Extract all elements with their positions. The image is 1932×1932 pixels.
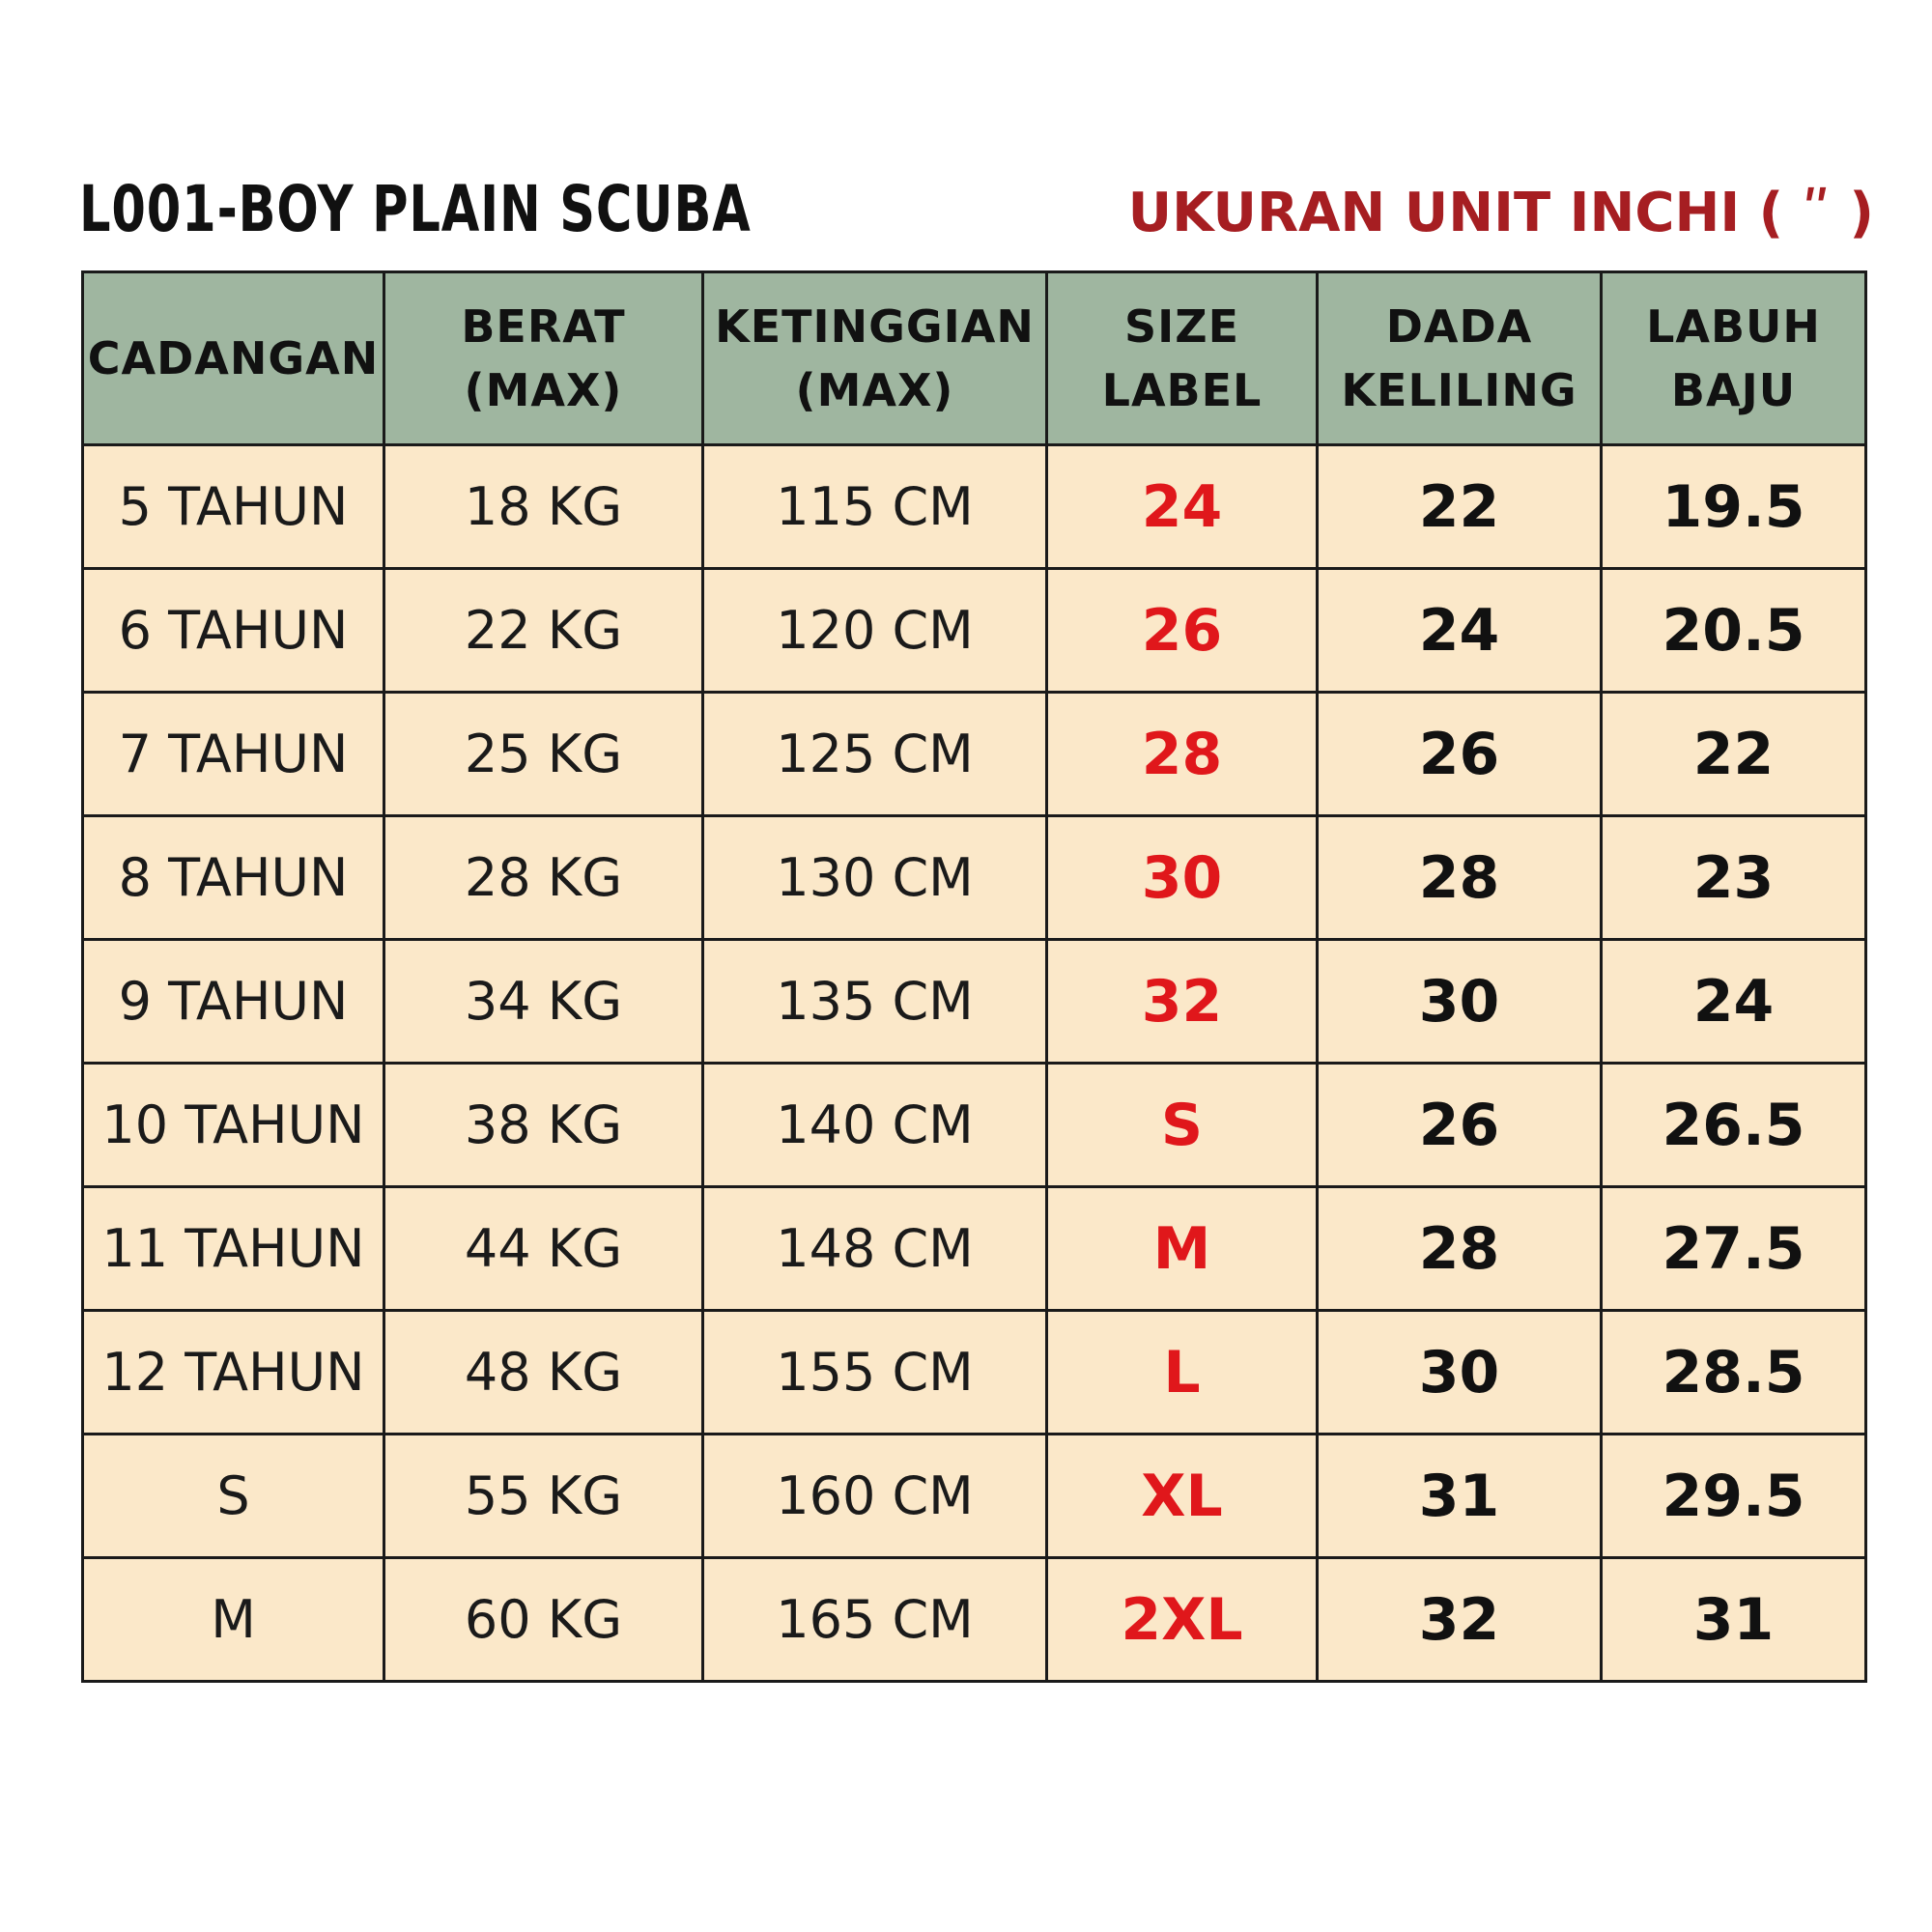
cell-labuh: 28.5 [1602, 1311, 1866, 1435]
table-row [83, 1064, 1866, 1187]
cell-berat: 18 KG [384, 445, 703, 569]
cell-size-label: L [1047, 1311, 1318, 1435]
cell-size-label: 2XL [1047, 1558, 1318, 1682]
cell-berat: 28 KG [384, 816, 703, 940]
cell-berat: 48 KG [384, 1311, 703, 1435]
cell-dada: 30 [1318, 940, 1602, 1064]
cell-ketinggian: 130 CM [703, 816, 1047, 940]
header-berat [384, 272, 703, 445]
size-chart-header [83, 272, 1866, 445]
cell-size-label: 32 [1047, 940, 1318, 1064]
header-row [83, 272, 1866, 445]
product-title: L001-BOY PLAIN SCUBA [79, 172, 752, 246]
cell-dada: 31 [1318, 1435, 1602, 1558]
cell-size-label: XL [1047, 1435, 1318, 1558]
table-row [83, 1435, 1866, 1558]
cell-berat: 25 KG [384, 693, 703, 816]
header-size-label [1047, 272, 1318, 445]
table-row [83, 1311, 1866, 1435]
cell-dada: 26 [1318, 693, 1602, 816]
cell-cadangan: M [83, 1558, 384, 1682]
cell-ketinggian: 135 CM [703, 940, 1047, 1064]
cell-ketinggian: 115 CM [703, 445, 1047, 569]
header-cadangan [83, 272, 384, 445]
cell-cadangan: 8 TAHUN [83, 816, 384, 940]
cell-size-label: 28 [1047, 693, 1318, 816]
cell-cadangan: 9 TAHUN [83, 940, 384, 1064]
cell-labuh: 23 [1602, 816, 1866, 940]
cell-cadangan: 7 TAHUN [83, 693, 384, 816]
cell-size-label: S [1047, 1064, 1318, 1187]
table-row [83, 1558, 1866, 1682]
unit-note: UKURAN UNIT INCHI ( ʺ ) [1127, 182, 1874, 244]
cell-labuh: 26.5 [1602, 1064, 1866, 1187]
cell-ketinggian: 148 CM [703, 1187, 1047, 1311]
header-labuh-line2: BAJU [1670, 364, 1797, 416]
header-ketinggian-line2: (MAX) [795, 364, 954, 416]
cell-berat: 38 KG [384, 1064, 703, 1187]
cell-dada: 32 [1318, 1558, 1602, 1682]
cell-dada: 22 [1318, 445, 1602, 569]
size-chart-body [83, 445, 1866, 1682]
cell-cadangan: 6 TAHUN [83, 569, 384, 693]
cell-labuh: 27.5 [1602, 1187, 1866, 1311]
cell-cadangan: 10 TAHUN [83, 1064, 384, 1187]
cell-cadangan: 11 TAHUN [83, 1187, 384, 1311]
cell-size-label: M [1047, 1187, 1318, 1311]
header-dada [1318, 272, 1602, 445]
table-row [83, 445, 1866, 569]
cell-berat: 34 KG [384, 940, 703, 1064]
cell-labuh: 29.5 [1602, 1435, 1866, 1558]
header-berat-line1: BERAT [461, 300, 626, 353]
cell-labuh: 31 [1602, 1558, 1866, 1682]
size-chart-table [81, 270, 1867, 1683]
header-berat-line2: (MAX) [464, 364, 623, 416]
header-dada-line1: DADA [1385, 300, 1533, 353]
table-row [83, 569, 1866, 693]
cell-dada: 30 [1318, 1311, 1602, 1435]
header-size-line2: LABEL [1101, 364, 1263, 416]
cell-berat: 22 KG [384, 569, 703, 693]
header-size-line1: SIZE [1123, 300, 1240, 353]
table-row [83, 940, 1866, 1064]
table-row [83, 816, 1866, 940]
cell-ketinggian: 125 CM [703, 693, 1047, 816]
cell-cadangan: 12 TAHUN [83, 1311, 384, 1435]
cell-size-label: 24 [1047, 445, 1318, 569]
header-labuh-line1: LABUH [1646, 300, 1821, 353]
cell-berat: 55 KG [384, 1435, 703, 1558]
cell-ketinggian: 120 CM [703, 569, 1047, 693]
cell-ketinggian: 165 CM [703, 1558, 1047, 1682]
cell-labuh: 22 [1602, 693, 1866, 816]
header-labuh [1602, 272, 1866, 445]
cell-ketinggian: 155 CM [703, 1311, 1047, 1435]
cell-size-label: 30 [1047, 816, 1318, 940]
table-row [83, 1187, 1866, 1311]
cell-berat: 44 KG [384, 1187, 703, 1311]
cell-cadangan: S [83, 1435, 384, 1558]
table-row [83, 693, 1866, 816]
cell-ketinggian: 160 CM [703, 1435, 1047, 1558]
header-cadangan-label: CADANGAN [87, 332, 380, 384]
cell-labuh: 24 [1602, 940, 1866, 1064]
cell-ketinggian: 140 CM [703, 1064, 1047, 1187]
cell-cadangan: 5 TAHUN [83, 445, 384, 569]
header-dada-line2: KELILING [1341, 364, 1577, 416]
cell-labuh: 20.5 [1602, 569, 1866, 693]
cell-labuh: 19.5 [1602, 445, 1866, 569]
cell-berat: 60 KG [384, 1558, 703, 1682]
cell-dada: 26 [1318, 1064, 1602, 1187]
cell-size-label: 26 [1047, 569, 1318, 693]
cell-dada: 28 [1318, 1187, 1602, 1311]
cell-dada: 24 [1318, 569, 1602, 693]
cell-dada: 28 [1318, 816, 1602, 940]
header-ketinggian-line1: KETINGGIAN [715, 300, 1035, 353]
header-ketinggian [703, 272, 1047, 445]
